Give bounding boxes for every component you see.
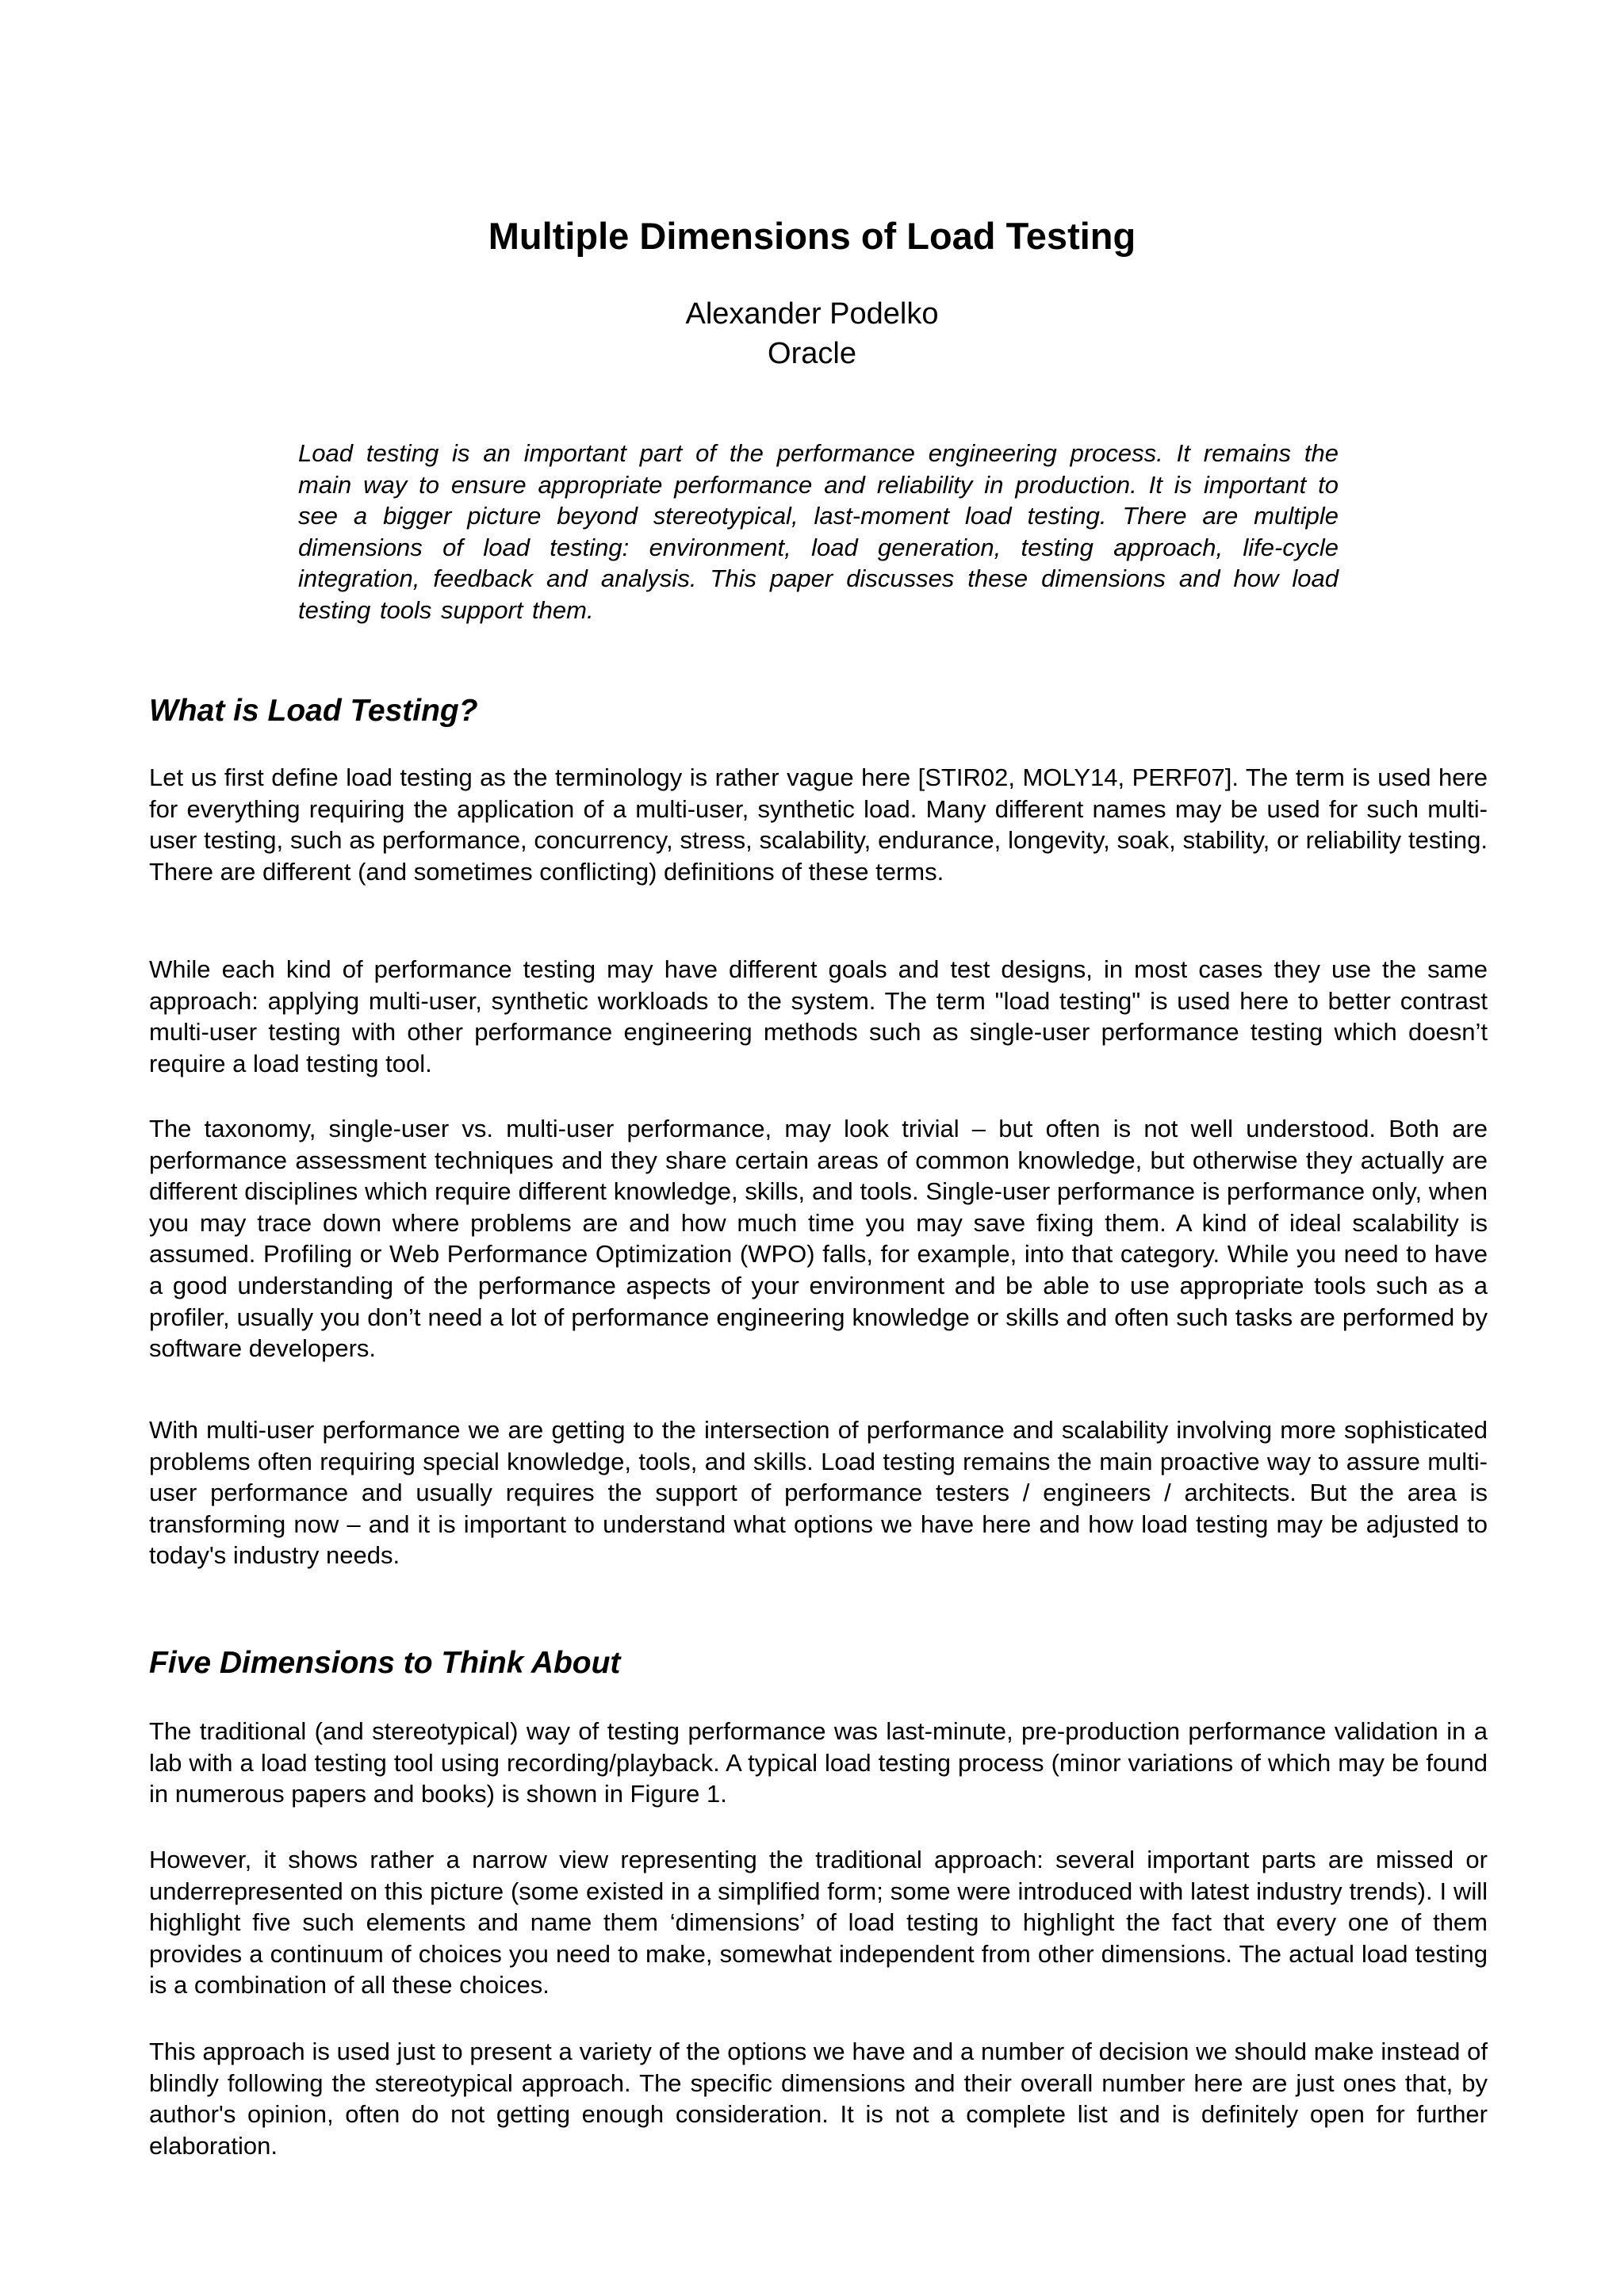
section-heading-five-dimensions: Five Dimensions to Think About [149, 1646, 621, 1680]
body-paragraph: The traditional (and stereotypical) way of testing performance was last-minute, pre-production performance validation in a lab with a load testing tool using recording/playback. A typical load testing process (minor variations of which may be found in numerous papers and books) is shown in Figure 1. [149, 1717, 1488, 1808]
section-heading-what-is-load-testing: What is Load Testing? [149, 694, 478, 728]
author-affiliation: Oracle [768, 337, 856, 370]
paper-title: Multiple Dimensions of Load Testing [488, 215, 1136, 257]
author-name: Alexander Podelko [685, 297, 939, 331]
abstract: Load testing is an important part of the performance engineering process. It remains the main way to ensure appropriate performance and reliability in production. It is important to see a bigger picture beyond stereotypical, last-moment load testing. There are multiple dimensions of load testing: environment, load generation, testing approach, life-cycle integration, feedback and analysis. This paper discusses these dimensions and how load testing tools support them. [298, 439, 1339, 624]
body-paragraph: While each kind of performance testing may have different goals and test designs, in most cases they use the same approach: applying multi-user, synthetic workloads to the system. The term "load testing" is used here to better contrast multi-user testing with other performance engineering methods such as single-user performance testing which doesn’t require a load testing tool. [149, 955, 1488, 1077]
body-paragraph: With multi-user performance we are getting to the intersection of performance and scalability involving more sophisticated problems often requiring special knowledge, tools, and skills. Load testing remains the main proactive way to assure multi-user performance and usually requires the support of performance testers / engineers / architects. But the area is transforming now – and it is important to understand what options we have here and how load testing may be adjusted to today's industry needs. [149, 1416, 1488, 1570]
body-paragraph: However, it shows rather a narrow view representing the traditional approach: several important parts are missed or underrepresented on this picture (some existed in a simplified form; some were introduced with latest industry trends). I will highlight five such elements and name them ‘dimensions’ of load testing to highlight the fact that every one of them provides a continuum of choices you need to make, somewhat independent from other dimensions. The actual load testing is a combination of all these choices. [149, 1846, 1488, 1999]
body-paragraph: This approach is used just to present a variety of the options we have and a number of decision we should make instead of blindly following the stereotypical approach. The specific dimensions and their overall number here are just ones that, by author's opinion, often do not getting enough consideration. It is not a complete list and is definitely open for further elaboration. [149, 2038, 1488, 2160]
body-paragraph: Let us first define load testing as the terminology is rather vague here [STIR02, MOLY14, PERF07]. The term is used here for everything requiring the application of a multi-user, synthetic load. Many different names may be used for such multi-user testing, such as performance, concurrency, stress, scalability, endurance, longevity, soak, stability, or reliability testing. There are different (and sometimes conflicting) definitions of these terms. [149, 763, 1488, 886]
body-paragraph: The taxonomy, single-user vs. multi-user performance, may look trivial – but often is not well understood. Both are performance assessment techniques and they share certain areas of common knowledge, but otherwise they actually are different disciplines which require different knowledge, skills, and tools. Single-user performance is performance only, when you may trace down where problems are and how much time you may save fixing them. A kind of ideal scalability is assumed. Profiling or Web Performance Optimization (WPO) falls, for example, into that category. While you need to have a good understanding of the performance aspects of your environment and be able to use appropriate tools such as a profiler, usually you don’t need a lot of performance engineering knowledge or skills and often such tasks are performed by software developers. [149, 1115, 1488, 1363]
